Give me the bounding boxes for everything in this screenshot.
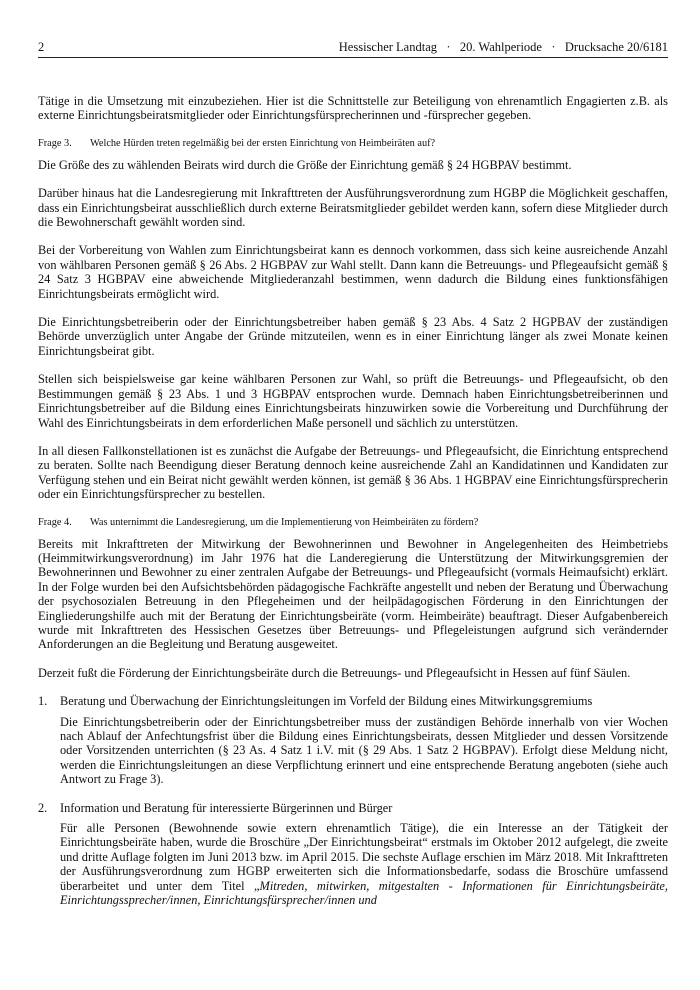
paragraph: Bei der Vorbereitung von Wahlen zum Einrichtungsbeirat kann es dennoch vorkommen, dass sich keine ausreichende Anzahl von wählbaren Personen gemäß § 26 Abs. 2 HGBPAV zur Wahl stellt. Dann kann die Betreuungs- und Pflegeaufsicht gemäß § 24 Satz 3 HGBPAV eine abweichende Mitgliederanzahl bestimmen, wenn dadurch die Bildung eines funktionsfähigen Einrichtungsbeirats ermöglicht wird. (38, 243, 668, 301)
list-item-text-regular: Für alle Personen (Bewohnende sowie extern ehrenamtlich Tätige), die ein Interesse an der Tätigkeit der Einrichtungsbeiräte haben, wurde die Broschüre „Der Einrichtungsbeirat“ erstmals im Oktober 2012 aufgelegt, die zweite und dritte Auflage folgten im Juni 2013 bzw. im April 2015. Die sechste Auflage erschien im März 2018. Mit Inkrafttreten der Ausführungsverordnung zum HGBP erweiterten sich die Informationsbedarfe, sodass die Broschüre umfassend überarbeitet und unter dem Titel „ (60, 821, 668, 893)
paragraph: Die Einrichtungsbetreiberin oder der Einrichtungsbetreiber haben gemäß § 23 Abs. 4 Satz 2 HGPBAV der zuständigen Behörde unverzüglich unter Angabe der Gründe mitzuteilen, wenn es in einer Einrichtung länger als zwei Monate keinen Einrichtungsbeirat gibt. (38, 315, 668, 358)
paragraph: Darüber hinaus hat die Landesregierung mit Inkrafttreten der Ausführungsverordnung zum HGBP die Möglichkeit geschaffen, dass ein Einrichtungsbeirat ausschließlich durch externe Beiratsmitglieder gebildet werden kann, sofern diese Mitglieder durch die Bewohnerschaft gewählt worden sind. (38, 186, 668, 230)
list-item (38, 801, 668, 908)
brochure-title: Mitreden, mitwirken, mitgestalten - Informationen für Einrichtungsbeiräte, Einrichtungssprecher/innen, Einrichtungsfürsprecher/innen und (60, 878, 668, 908)
list-number: 2. (38, 800, 48, 815)
header-rule (38, 57, 668, 58)
paragraph: Stellen sich beispielsweise gar keine wählbaren Personen zur Wahl, so prüft die Betreuungs- und Pflegeaufsicht, ob den Bestimmungen gemäß § 23 Abs. 1 und 3 HGBPAV entsprochen wurde. Demnach haben Einrichtungsbetreiberinnen und Einrichtungsbetreiber auf die Bildung eines Einrichtungsbeirats hinzuwirken sowie die Vorbereitung und Durchführung der Wahl des Einrichtungsbeirats in dem erforderlichen Maße personell und sächlich zu unterstützen. (38, 372, 668, 430)
list-number: 1. (38, 694, 48, 709)
question-text: Welche Hürden treten regelmäßig bei der ersten Einrichtung von Heimbeiräten auf? (90, 137, 436, 149)
question-number: Frage 3. (38, 137, 72, 149)
paragraph: Derzeit fußt die Förderung der Einrichtungsbeiräte durch die Betreuungs- und Pflegeaufsicht in Hessen auf fünf Säulen. (38, 665, 631, 680)
question-number: Frage 4. (38, 516, 72, 528)
question-4 (38, 516, 668, 529)
running-head: Hessischer Landtag · 20. Wahlperiode · Drucksache 20/6181 (338, 40, 668, 54)
list-item-text: Die Einrichtungsbetreiberin oder der Einrichtungsbetreiber muss der zuständigen Behörde innerhalb von vier Wochen nach Ablauf der Anfechtungsfrist über die Bildung eines Einrichtungsbeirats, dessen Mitglieder und dessen Vorsitzende oder Vorsitzenden unterrichten (§ 23 As. 4 Satz 1 i.V. mit (§ 29 Abs. 1 Satz 2 HGBPAV). Erfolgt diese Meldung nicht, werden die Einrichtungsleitungen an diese Verpflichtung erinnert und eine entsprechende Beratung angeboten (siehe auch Antwort zu Frage 3). (60, 714, 668, 787)
paragraph: Tätige in die Umsetzung mit einzubeziehen. Hier ist die Schnittstelle zur Beteiligung von ehrenamtlich Engagierten z.B. als externe Einrichtungsbeiratsmitglieder oder Einrichtungsfürsprecherinnen und -fürsprecher gegeben. (38, 94, 668, 123)
list-item-title: Information und Beratung für interessierte Bürgerinnen und Bürger (60, 800, 393, 815)
question-text: Was unternimmt die Landesregierung, um die Implementierung von Heimbeiräten zu fördern? (90, 516, 479, 528)
page-header (38, 40, 668, 58)
paragraph: In all diesen Fallkonstellationen ist es zunächst die Aufgabe der Betreuungs- und Pflegeaufsicht, die Einrichtung entsprechend zu beraten. Sollte nach Beendigung dieser Beratung dennoch keine ausreichende Zahl an Kandidatinnen und Kandidaten zur Verfügung stehen und ein Beirat nicht gewählt werden können, ist gemäß § 36 Abs. 1 HGBPAV eine Einrichtungsfürsprecherin oder ein Einrichtungsfürsprecher zu bestellen. (38, 443, 668, 502)
paragraph: Bereits mit Inkrafttreten der Mitwirkung der Bewohnerinnen und Bewohner in Angelegenheiten des Heimbetriebs (Heimmitwirkungsverordnung) im Jahr 1976 hat die Landeregierung die Unterstützung der Mitwirkungsgremien der Bewohnerinnen und Bewohner zu einer zentralen Aufgabe der Betreuungs- und Pflegeaufsicht (vormals Heimaufsicht) erklärt. In der Folge wurden bei den Aufsichtsbehörden pädagogische Fachkräfte angestellt und neben der Beratung und Überwachung der psychosozialen Betreuung in den Pflegeheimen und der heilpädagogischen Förderung in den Einrichtungen der Eingliederungshilfe auch mit der Beratung der Einrichtungsbeiräte (vorm. Heimbeiräte) beauftragt. Dieser Aufgabenbereich wurde mit Inkrafttreten des Hessischen Gesetzes über Betreuungs- und Pflegeleistungen aufgrund sich verändernder Anforderungen an die Begleitung und Beratung ausgeweitet. (38, 536, 668, 652)
question-3 (38, 137, 668, 150)
list-item-text (60, 821, 668, 907)
list-item-title: Beratung und Überwachung der Einrichtungsleitungen im Vorfeld der Bildung eines Mitwirkungsgremiums (60, 694, 593, 709)
paragraph: Die Größe des zu wählenden Beirats wird durch die Größe der Einrichtung gemäß § 24 HGBPAV bestimmt. (38, 157, 572, 172)
page-body (38, 94, 668, 907)
list-item (38, 694, 668, 786)
page-number: 2 (38, 40, 45, 54)
